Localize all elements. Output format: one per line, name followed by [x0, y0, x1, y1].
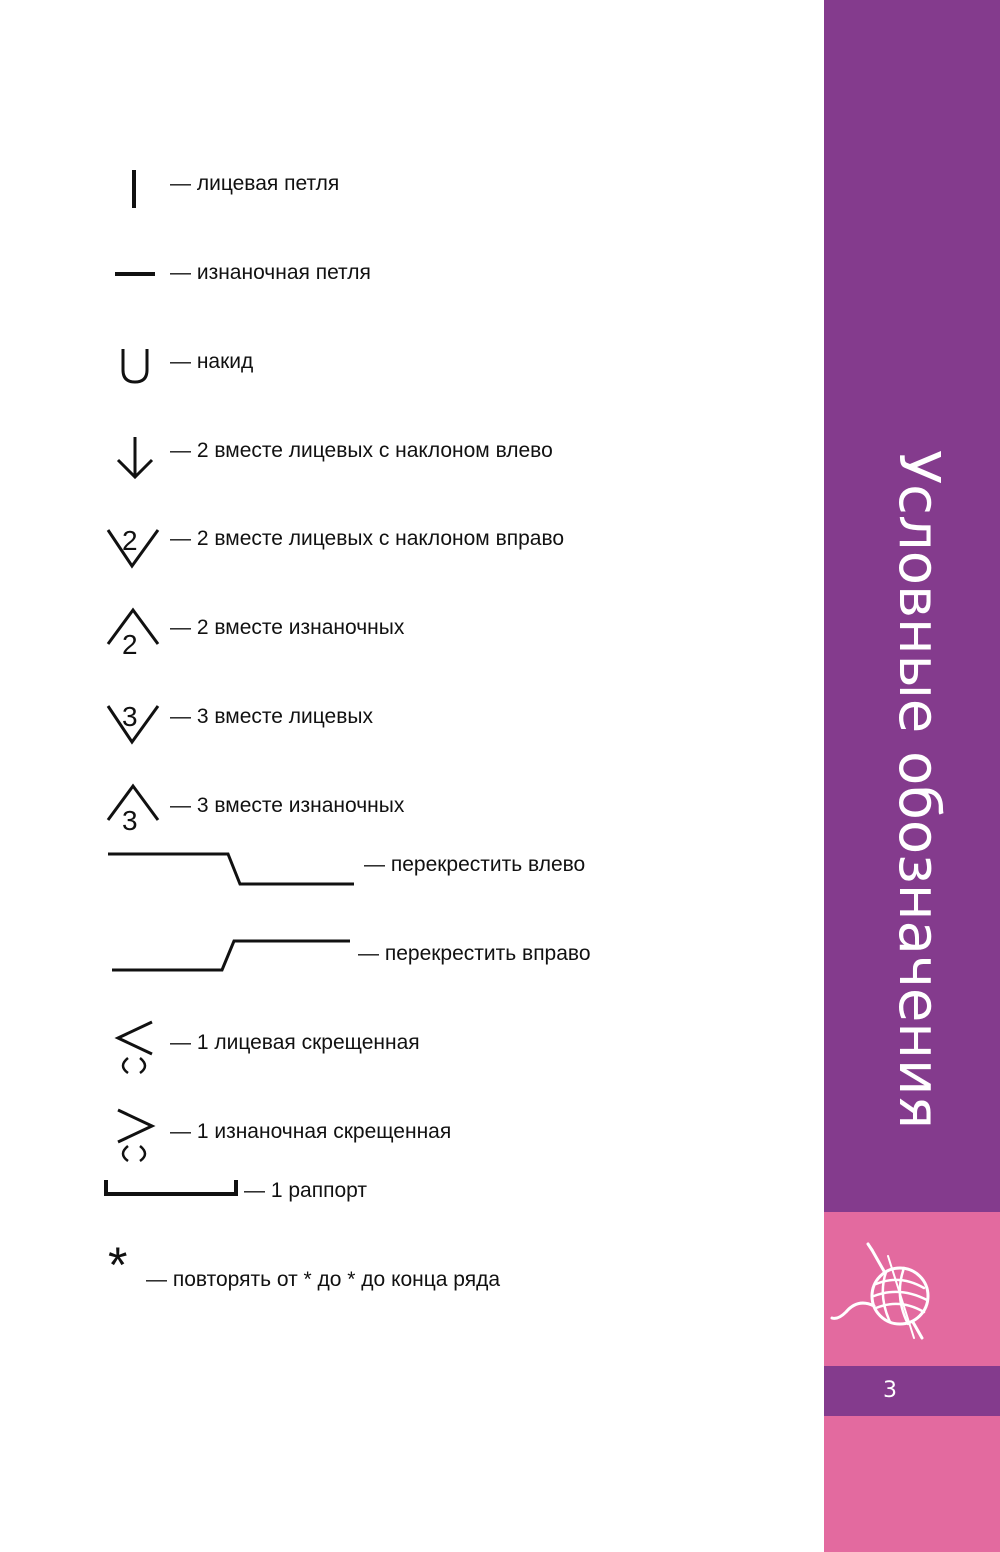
legend-item-label: — 2 вместе лицевых с наклоном влево [170, 439, 553, 462]
asterisk-icon: * [108, 1237, 128, 1293]
down-chevron-2-icon [104, 516, 162, 572]
knit-crossed-icon [110, 1016, 160, 1074]
purl-crossed-icon [110, 1104, 160, 1162]
yarn-ball-icon [830, 1240, 940, 1344]
chevron-number: 2 [122, 525, 138, 556]
legend-item-label: — 2 вместе изнаночных [170, 616, 405, 639]
legend-item-label: — 2 вместе лицевых с наклоном вправо [170, 527, 565, 550]
cross-left-icon [104, 846, 358, 892]
legend-item-label: — повторять от * до * до конца ряда [146, 1268, 501, 1291]
legend-item-label: — 1 изнаночная скрещенная [170, 1120, 452, 1143]
chevron-number: 3 [122, 701, 138, 732]
legend-item-label: — 1 раппорт [244, 1179, 367, 1202]
cross-right-icon [108, 934, 354, 980]
repeat-bracket-icon [102, 1174, 242, 1200]
legend-item-label: — изнаночная петля [170, 261, 371, 284]
down-chevron-3-icon [104, 692, 162, 748]
up-chevron-2-icon [104, 604, 162, 660]
arrow-down-icon [114, 434, 156, 482]
legend-item-label: — 1 лицевая скрещенная [170, 1031, 420, 1054]
page-number: 3 [883, 1378, 897, 1403]
chevron-number: 2 [122, 629, 138, 660]
chevron-number: 3 [122, 805, 138, 836]
legend-item-label: — перекрестить влево [364, 853, 586, 876]
chapter-sidebar [824, 0, 1000, 1552]
legend-item-label: — накид [170, 350, 254, 373]
section-title: Условные обозначения [886, 450, 951, 1130]
knit-stitch-icon [120, 168, 150, 210]
legend-item-label: — 3 вместе изнаночных [170, 794, 405, 817]
legend-item-label: — лицевая петля [170, 172, 340, 195]
sidebar-bottom-band [824, 1416, 1000, 1552]
legend-item-label: — перекрестить вправо [358, 942, 591, 965]
purl-stitch-icon [112, 264, 158, 284]
legend-item-label: — 3 вместе лицевых [170, 705, 373, 728]
yarn-over-icon [118, 346, 152, 386]
up-chevron-3-icon [104, 780, 162, 836]
